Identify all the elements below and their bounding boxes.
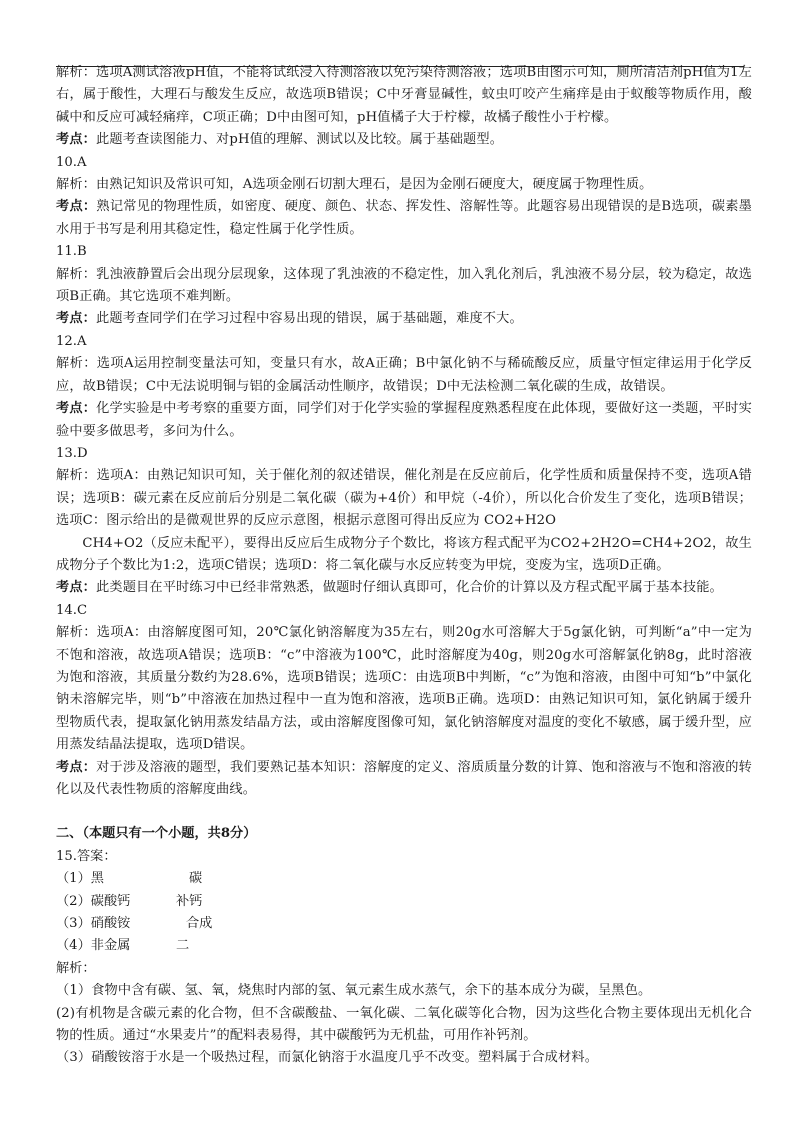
kaodian-q11 (56, 308, 752, 330)
answer-2-col2: 补钙 (176, 893, 203, 909)
kaodian-q9 (56, 129, 752, 151)
answer-row-3 (56, 913, 752, 935)
answer-q10: 10.A (56, 154, 87, 170)
analysis-label-q15: 解析： (56, 960, 96, 976)
answer-3-col1: （3）硝酸铵 (56, 916, 131, 932)
analysis-q13-part2: CH4+O2（反应未配平），要得出反应后生成物分子个数比，将该方程式配平为CO2+2H2O=CH4+2O2，故生成物分子个数比为1:2，选项C错误；选项D：将二氧化碳与水反应转变为甲烷，变废为宝，选项D正确。 (56, 535, 752, 573)
answer-3-col2: 合成 (186, 916, 213, 932)
kaodian-text: 此题考查同学们在学习过程中容易出现的错误，属于基础题，难度不大。 (96, 311, 523, 327)
kaodian-label: 考点： (56, 311, 97, 327)
kaodian-label: 考点： (56, 580, 97, 596)
kaodian-text: 此类题目在平时练习中已经非常熟悉，做题时仔细认真即可，化合价的计算以及方程式配平属于基本技能。 (96, 580, 723, 596)
kaodian-label: 考点： (56, 199, 97, 215)
analysis-q12: 解析：选项A运用控制变量法可知，变量只有水，故A正确；B中氯化钠不与稀硫酸反应，质量守恒定律运用于化学反应，故B错误；C中无法说明铜与铝的金属活动性顺序，故错误；D中无法检测二氧化碳的生成，故错误。 (56, 356, 752, 394)
kaodian-q10 (56, 196, 752, 241)
kaodian-q13 (56, 577, 752, 599)
kaodian-q14 (56, 757, 752, 802)
section-gap (56, 801, 752, 823)
kaodian-text: 对于涉及溶液的题型，我们要熟记基本知识：溶解度的定义、溶质质量分数的计算、饱和溶液与不饱和溶液的转化以及代表性物质的溶解度曲线。 (56, 759, 752, 797)
answer-q12: 12.A (56, 333, 87, 349)
explanation-2: (2)有机物是含碳元素的化合物，但不含碳酸盐、一氧化碳、二氧化碳等化合物，因为这些化合物主要体现出无机化合物的性质。通过“水果麦片”的配料表易得，其中碳酸钙为无机盐，可用作补钙剂。 (56, 1005, 752, 1044)
answer-4-col1: （4）非金属 (56, 938, 131, 954)
answer-row-1 (56, 868, 752, 890)
answer-row-2 (56, 891, 752, 913)
answer-1-col2: 碳 (189, 871, 203, 887)
explanation-3: （3）硝酸铵溶于水是一个吸热过程，而氯化钠溶于水温度几乎不改变。塑料属于合成材料。 (56, 1050, 599, 1066)
kaodian-label: 考点： (56, 401, 97, 417)
explanation-1: （1）食物中含有碳、氢、氧，烧焦时内部的氢、氧元素生成水蒸气，余下的基本成分为碳，呈黑色。 (56, 983, 652, 999)
answer-4-col2: 二 (176, 938, 190, 954)
section-heading: 二、（本题只有一个小题，共8分） (56, 826, 257, 842)
answer-2-col1: （2）碳酸钙 (56, 893, 131, 909)
kaodian-text: 化学实验是中考考察的重要方面，同学们对于化学实验的掌握程度熟悉程度在此体现，要做好这一类题，平时实验中要多做思考，多问为什么。 (56, 401, 752, 439)
answer-row-4 (56, 935, 752, 957)
answer-q14: 14.C (56, 602, 88, 618)
analysis-q9: 解析：选项A测试溶液pH值，不能将试纸浸入待测溶液以免污染待测溶液；选项B由图示可知，厕所清洁剂pH值为1左右，属于酸性，大理石与酸发生反应，故选项B错误；C中牙膏显碱性，蚊虫叮咬产生痛痒是由于蚁酸等物质作用，酸碱中和反应可减轻痛痒，C项正确；D中由图可知，pH值橘子大于柠檬，故橘子酸性小于柠檬。 (56, 65, 752, 125)
kaodian-text: 熟记常见的物理性质，如密度、硬度、颜色、状态、挥发性、溶解性等。此题容易出现错误的是B选项，碳素墨水用于书写是利用其稳定性，稳定性属于化学性质。 (56, 199, 752, 237)
kaodian-label: 考点： (56, 132, 97, 148)
kaodian-q12 (56, 398, 752, 443)
analysis-q11: 解析：乳浊液静置后会出现分层现象，这体现了乳浊液的不稳定性，加入乳化剂后，乳浊液不易分层，较为稳定，故选项B正确。其它选项不难判断。 (56, 266, 752, 305)
analysis-q14: 解析：选项A：由溶解度图可知，20℃氯化钠溶解度为35左右，则20g水可溶解大于5g氯化钠，可判断“a”中一定为不饱和溶液，故选项A错误；选项B：“c”中溶液为100℃，此时溶解度为40g，则20g水可溶解氯化钠8g，此时溶液为饱和溶液，其质量分数约为28.6%，选项B错误；选项C：由选项B中判断，“c”为饱和溶液，由图中可知“b”中氯化钠未溶解完毕，则“b”中溶液在加热过程中一直为饱和溶液，选项B正确。选项D：由熟记知识可知，氯化钠属于缓升型物质代表，提取氯化钠用蒸发结晶方法，或由溶解度图像可知，氯化钠溶解度对温度的变化不敏感，属于缓升型，应用蒸发结晶法提取，选项D错误。 (56, 625, 752, 753)
kaodian-text: 此题考查读图能力、对pH值的理解、测试以及比较。属于基础题型。 (96, 132, 504, 148)
answer-q15: 15.答案： (56, 848, 117, 864)
analysis-q13-part1: 解析：选项A：由熟记知识可知，关于催化剂的叙述错误，催化剂是在反应前后，化学性质和质量保持不变，选项A错误；选项B：碳元素在反应前后分别是二氧化碳（碳为+4价）和甲烷（-4价），所以化合价发生了变化，选项B错误；选项C：图示给出的是微观世界的反应示意图，根据示意图可得出反应为 CO2+H2O (56, 468, 752, 529)
answer-1-col1: （1）黑 (56, 871, 104, 887)
answer-q11: 11.B (56, 244, 87, 260)
answer-q13: 13.D (56, 445, 88, 461)
kaodian-label: 考点： (56, 759, 97, 775)
analysis-q10: 解析：由熟记知识及常识可知，A选项金刚石切割大理石，是因为金刚石硬度大，硬度属于物理性质。 (56, 177, 653, 193)
document-body (56, 62, 752, 1070)
